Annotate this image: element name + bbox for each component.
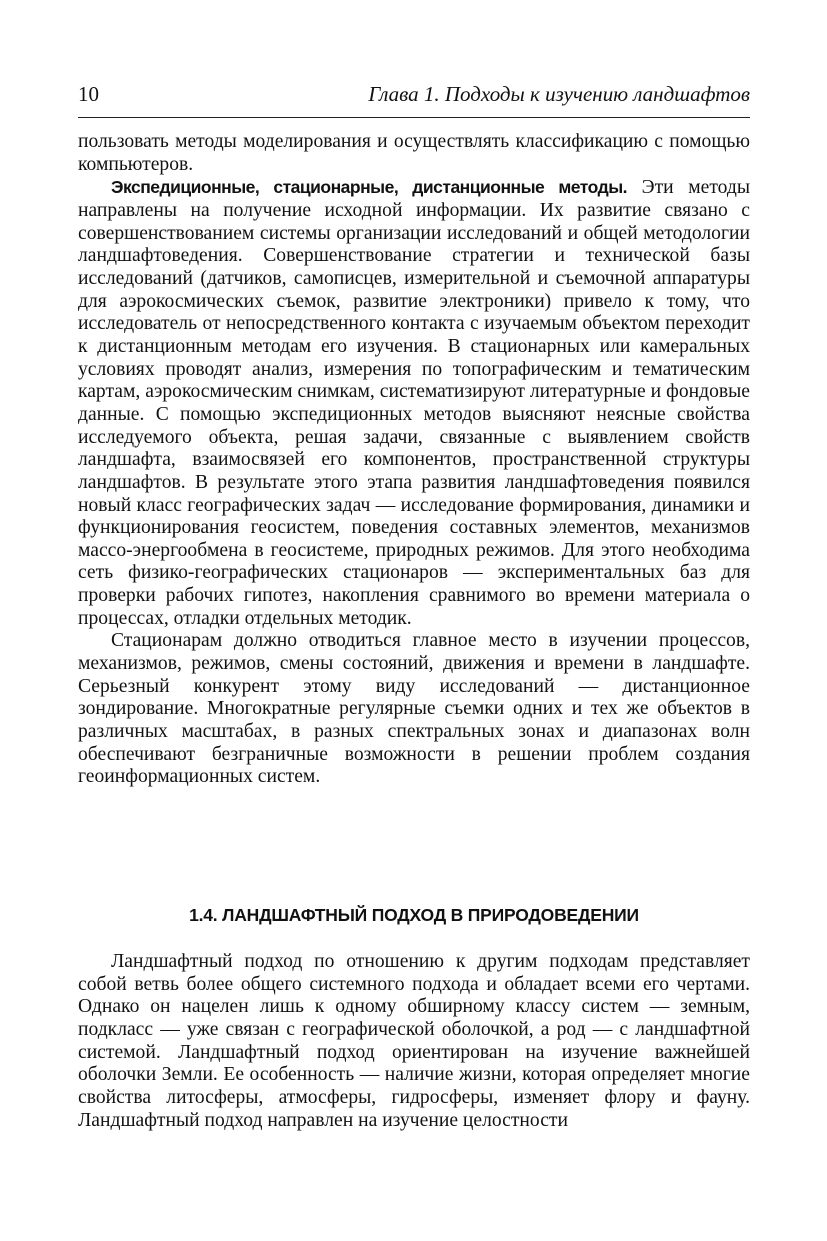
- page-number: 10: [78, 82, 99, 106]
- chapter-title: Глава 1. Подходы к изучению ландшафтов: [368, 82, 750, 106]
- text-block-methods: [78, 131, 750, 789]
- run-in-heading: Экспедиционные, стационарные, дистанционные методы.: [111, 177, 628, 198]
- text-block-landscape-approach: [78, 951, 750, 1132]
- paragraph-stations: Стационарам должно отводиться главное место в изучении процессов, механизмов, режимов, смены состояний, движения и времени в ландшафте. Серьезный конкурент этому виду исследований — дистанционное зондирование. Многократные регулярные съемки одних и тех же объектов в различных масштабах, в разных спектральных зонах и диапазонах волн обеспечивают безграничные возможности в решении проблем создания геоинформационных систем.: [78, 630, 750, 788]
- section-heading: 1.4. ЛАНДШАФТНЫЙ ПОДХОД В ПРИРОДОВЕДЕНИИ: [189, 905, 639, 925]
- paragraph-field-methods: [78, 176, 750, 630]
- paragraph-landscape-approach: Ландшафтный подход по отношению к другим подходам представляет собой ветвь более общего системного подхода и обладает всеми его чертами. Однако он нацелен лишь к одному обширному классу систем — земным, подкласс — уже связан с географической оболочкой, а род — с ландшафтной системой. Ландшафтный подход ориентирован на изучение важнейшей оболочки Земли. Ее особенность — наличие жизни, которая определяет многие свойства литосферы, атмосферы, гидросферы, изменяет флору и фауну. Ландшафтный подход направлен на изучение целостности: [78, 951, 750, 1131]
- paragraph-body: Эти методы направлены на получение исходной информации. Их развитие связано с совершенствованием системы организации исследований и общей методологии ландшафтоведения. Совершенствование стратегии и технической базы исследований (датчиков, самописцев, измерительной и съемочной аппаратуры для аэрокосмических съемок, развитие электроники) привело к тому, что исследователь от непосредственного контакта с изучаемым объектом переходит к дистанционным методам его изучения. В стационарных или камеральных условиях проводят анализ, измерения по топографическим и тематическим картам, аэрокосмическим снимкам, систематизируют литературные и фондовые данные. С помощью экспедиционных методов выясняют неясные свойства исследуемого объекта, решая задачи, связанные с выявлением свойств ландшафта, взаимосвязей его компонентов, пространственной структуры ландшафтов. В результате этого этапа развития ландшафтоведения появился новый класс географических задач — исследование формирования, динамики и функционирования геосистем, поведения составных элементов, механизмов массо-энергообмена в геосистеме, природных режимов. Для этого необходима сеть физико-географических стационаров — экспериментальных баз для проверки рабочих гипотез, накопления сравнимого во времени материала о процессах, отладки отдельных методик.: [78, 177, 750, 629]
- book-page: [78, 0, 750, 1241]
- running-head: [78, 82, 750, 112]
- paragraph-continuation: пользовать методы моделирования и осуществлять классификацию с помощью компьютеров.: [78, 131, 750, 175]
- header-rule: [78, 117, 750, 118]
